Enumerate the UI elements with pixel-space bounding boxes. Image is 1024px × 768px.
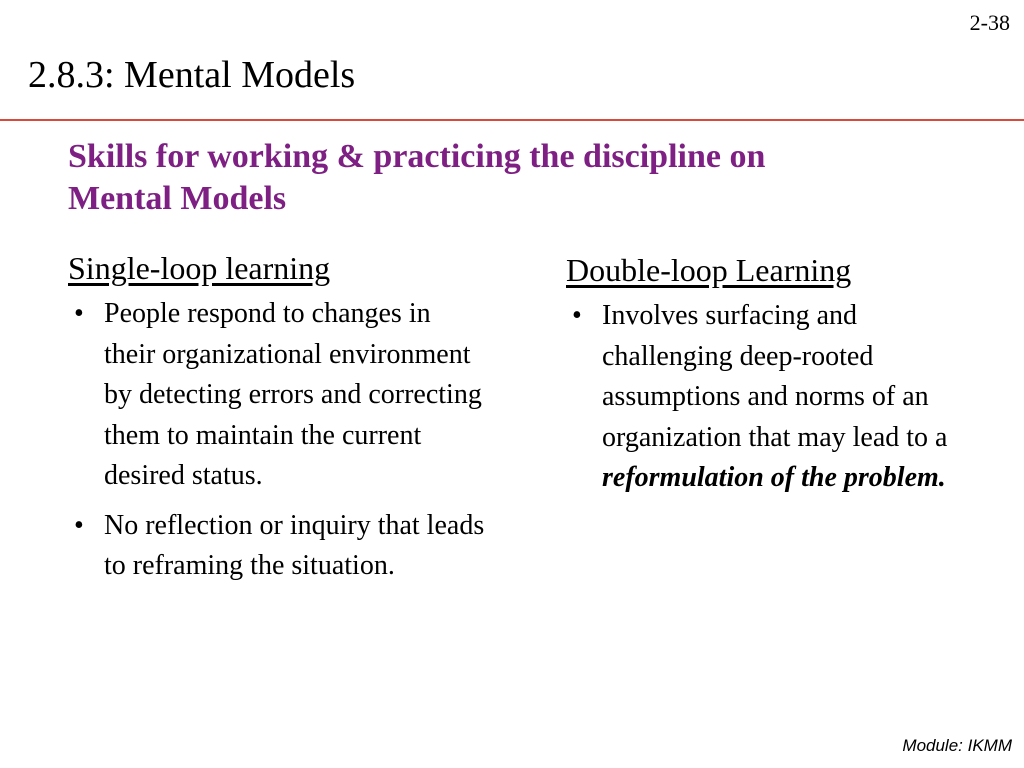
slide-title: 2.8.3: Mental Models (28, 54, 356, 96)
bullet-text: People respond to changes in their organizational environment by detecting errors and correcting them to maintain the current desired status. (104, 298, 482, 491)
bullet-emphasis-text: reformulation of the problem. (602, 462, 946, 493)
bullet-text: Involves surfacing and challenging deep-rooted assumptions and norms of an organization that may lead to a (602, 300, 948, 453)
double-loop-column (566, 250, 966, 508)
list-item (566, 296, 966, 499)
double-loop-heading: Double-loop Learning (566, 252, 852, 288)
bullet-icon: • (74, 298, 84, 329)
bullet-text: No reflection or inquiry that leads to reframing the situation. (104, 509, 485, 581)
bullet-icon: • (572, 300, 582, 331)
single-loop-heading: Single-loop learning (68, 250, 331, 286)
slide-subtitle (68, 136, 948, 220)
list-item (68, 506, 488, 587)
list-item (68, 294, 488, 497)
title-divider (0, 119, 1024, 121)
single-loop-column (68, 248, 488, 596)
page-number: 2-38 (969, 10, 1010, 35)
double-loop-bullet-list (566, 296, 966, 499)
bullet-icon: • (74, 509, 84, 541)
subtitle-line-1: Skills for working & practicing the discipline on (68, 138, 766, 175)
subtitle-line-2: Mental Models (68, 180, 287, 217)
module-footer: Module: IKMM (902, 736, 1012, 755)
single-loop-bullet-list (68, 294, 488, 587)
